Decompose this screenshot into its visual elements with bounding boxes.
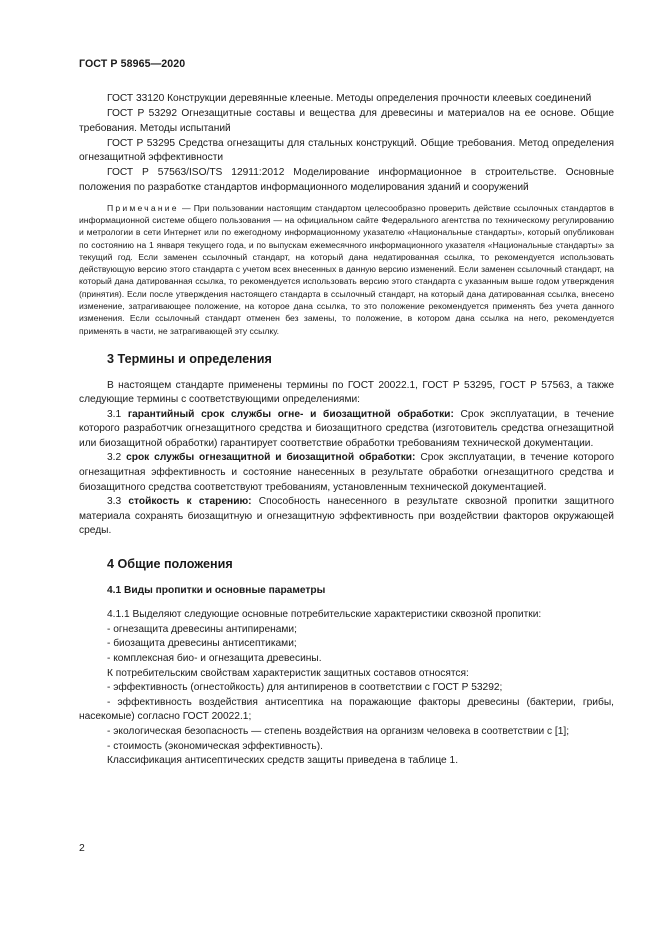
term-definition: Срок эксплуатации, в течение которого разработчик огнезащитного средства и биозащитного средства (изготовитель средства огнезащитной или биозащитной обработки) гарантирует соответствие обработки требованиям технической документации. — [79, 408, 614, 449]
list-item: - стоимость (экономическая эффективность). — [107, 740, 323, 752]
subsection-4-1-heading: 4.1 Виды пропитки и основные параметры — [107, 584, 326, 596]
list-item: - биозащита древесины антисептиками; — [107, 638, 297, 650]
list-item: - эффективность (огнестойкость) для антипиренов в соответствии с ГОСТ Р 53292; — [107, 682, 503, 694]
term-number: 3.2 — [107, 452, 122, 464]
paragraph-4-1-1: 4.1.1 Выделяют следующие основные потребительские характеристики сквозной пропитки: — [107, 609, 542, 621]
document-code-header: ГОСТ Р 58965—2020 — [79, 58, 186, 70]
term-number: 3.1 — [107, 408, 122, 420]
term-definition: Срок эксплуатации, в течение которого огнезащитная эффективность и состояние нанесенных в результате обработки огнезащитного средства и биозащитного средства соответствуют требованиям, установленным технической документацией. — [79, 452, 614, 493]
page-number: 2 — [79, 843, 85, 854]
paragraph-consumer-properties: К потребительским свойствам характеристик защитных составов относятся: — [107, 667, 469, 679]
term-3-3 — [79, 495, 614, 539]
term-3-1 — [79, 408, 614, 452]
list-item: - огнезащита древесины антипиренами; — [107, 623, 297, 635]
paragraph-classification: Классификация антисептических средств защиты приведена в таблице 1. — [107, 755, 459, 767]
reference-gost-r-53292: ГОСТ Р 53292 Огнезащитные составы и вещества для древесины и материалов на ее основе. Общие требования. Методы испытаний — [79, 108, 614, 134]
term-number: 3.3 — [107, 496, 122, 508]
section-3-heading: 3 Термины и определения — [107, 351, 272, 366]
list-item: - экологическая безопасность — степень воздействия на организм человека в соответствии с [1]; — [107, 725, 570, 737]
page-body — [79, 92, 614, 769]
term-3-2 — [79, 451, 614, 495]
term-definition: Способность нанесенного в результате сквозной пропитки защитного материала сохранять биозащитную и огнезащитную эффективность при воздействии факторов окружающей среды. — [79, 496, 614, 537]
reference-note — [79, 202, 614, 337]
section-4-heading: 4 Общие положения — [107, 557, 233, 572]
list-item: - комплексная био- и огнезащита древесины. — [107, 653, 322, 665]
term-title: гарантийный срок службы огне- и биозащитной обработки: — [127, 408, 454, 420]
term-title: стойкость к старению: — [128, 496, 252, 508]
section-3-intro: В настоящем стандарте применены термины по ГОСТ 20022.1, ГОСТ Р 53295, ГОСТ Р 57563, а также следующие термины с соответствующими определениями: — [79, 379, 614, 406]
reference-gost-r-57563: ГОСТ Р 57563/ISO/TS 12911:2012 Моделирование информационное в строительстве. Основные положения по разработке стандартов информационного моделирования зданий и сооружений — [79, 167, 614, 194]
note-label: Примечание — [107, 202, 179, 213]
term-title: срок службы огнезащитной и биозащитной обработки: — [126, 452, 416, 464]
reference-gost-r-53295: ГОСТ Р 53295 Средства огнезащиты для стальных конструкций. Общие требования. Метод определения огнезащитной эффективности — [79, 137, 614, 164]
reference-gost-33120: ГОСТ 33120 Конструкции деревянные клееные. Методы определения прочности клеевых соединений — [107, 93, 592, 104]
note-text: — При пользовании настоящим стандартом целесообразно проверить действие ссылочных стандартов в информационной системе общего пользования — на официальном сайте Федерального агентства по техническому регулированию и метрологии в сети Интернет или по ежегодному информационному указателю «Национальные стандарты», который опубликован по состоянию на 1 января текущего года, и по выпускам ежемесячного информационного указателя «Национальные стандарты» за текущий год. Если заменен ссылочный стандарт, на который дана недатированная ссылка, то рекомендуется использовать действующую версию этого стандарта с учетом всех внесенных в данную версию изменений. Если заменен ссылочный стандарт, на который дана датированная ссылка, то рекомендуется использовать версию этого стандарта с указанным выше годом утверждения (принятия). Если после утверждения настоящего стандарта в ссылочный стандарт, на который дана датированная ссылка, внесено изменение, затрагивающее положение, на которое дана ссылка, то это положение рекомендуется применять без учета данного изменения. Если ссылочный стандарт отменен без замены, то положение, в котором дана ссылка на него, рекомендуется применять в части, не затрагивающей эту ссылку. — [79, 202, 614, 336]
list-item: - эффективность воздействия антисептика на поражающие факторы древесины (бактерии, грибы, насекомые) согласно ГОСТ 20022.1; — [79, 696, 614, 723]
